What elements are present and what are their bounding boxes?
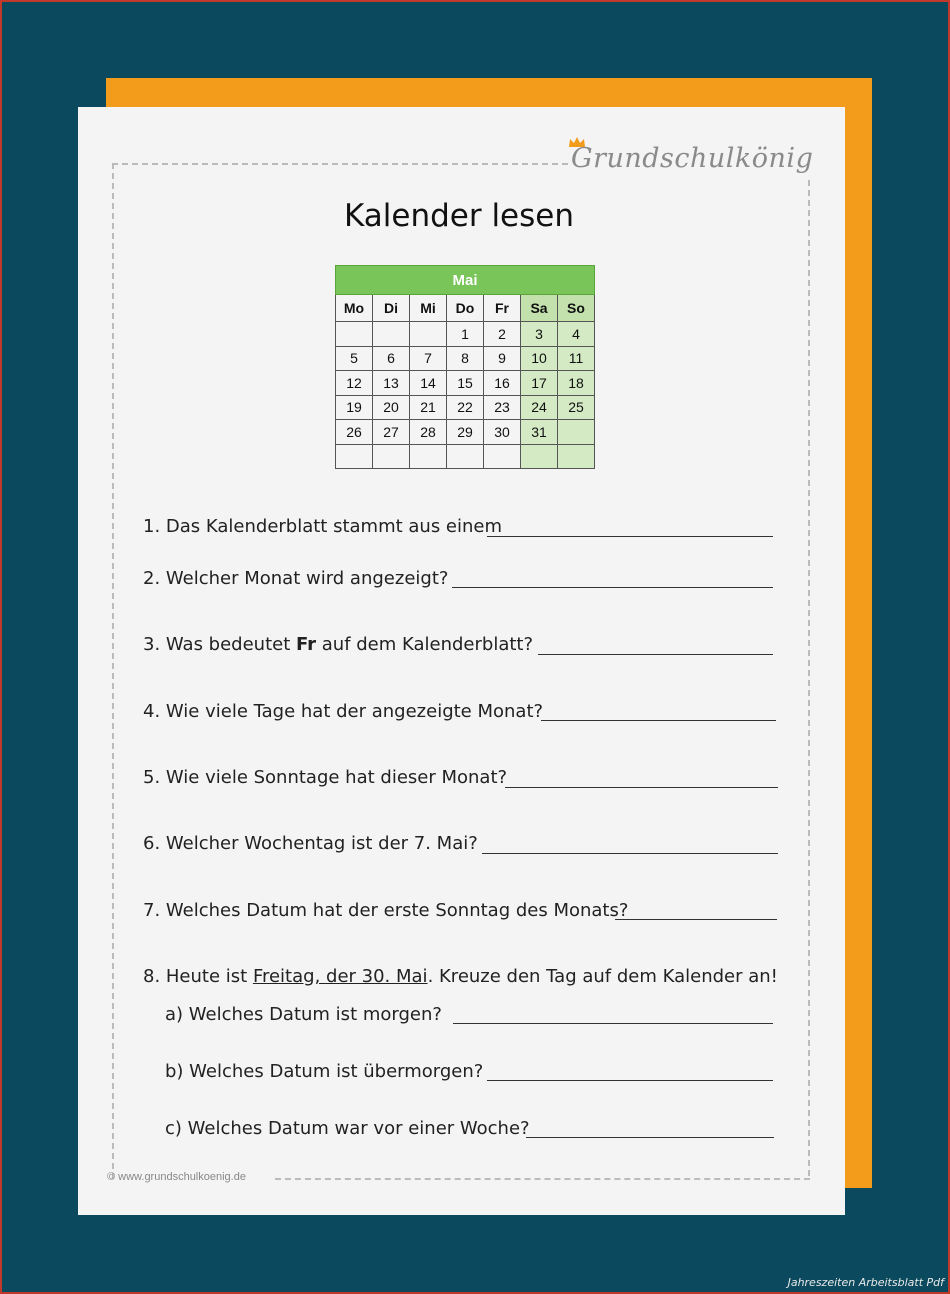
calendar-day[interactable]: 31 [521,420,558,445]
calendar-day[interactable]: 10 [521,346,558,371]
calendar-week-row [336,322,595,347]
question-8b: b) Welches Datum ist übermorgen? [165,1061,484,1082]
calendar-day[interactable]: 2 [484,322,521,347]
calendar-week-row [336,371,595,396]
calendar-day[interactable]: 19 [336,395,373,420]
question-3-text-end: auf dem Kalenderblatt? [316,634,534,655]
answer-line-8c[interactable] [526,1137,774,1138]
dashed-border-bottom [275,1178,810,1180]
calendar-day[interactable] [336,322,373,347]
calendar-week-row [336,444,595,469]
answer-line-5[interactable] [505,787,778,788]
dashed-border-top [112,163,568,165]
weekday-header: Do [447,295,484,322]
question-8c: c) Welches Datum war vor einer Woche? [165,1118,530,1139]
calendar-day[interactable]: 13 [373,371,410,396]
calendar-day[interactable]: 9 [484,346,521,371]
answer-line-3[interactable] [538,654,773,655]
weekday-header: Fr [484,295,521,322]
weekday-header: Di [373,295,410,322]
answer-line-1[interactable] [487,536,773,537]
calendar-day[interactable]: 22 [447,395,484,420]
calendar-day[interactable]: 17 [521,371,558,396]
calendar-day[interactable] [336,444,373,469]
calendar-day[interactable] [373,444,410,469]
calendar [335,265,595,469]
answer-line-8a[interactable] [453,1023,773,1024]
question-7: 7. Welches Datum hat der erste Sonntag des Monats? [143,900,629,921]
calendar-week-row [336,395,595,420]
calendar-day[interactable] [447,444,484,469]
calendar-day[interactable] [558,420,595,445]
calendar-day[interactable]: 29 [447,420,484,445]
calendar-day[interactable]: 4 [558,322,595,347]
weekday-header: So [558,295,595,322]
calendar-day[interactable]: 7 [410,346,447,371]
answer-line-6[interactable] [482,853,778,854]
weekday-header: Mo [336,295,373,322]
weekday-header: Sa [521,295,558,322]
calendar-day[interactable]: 23 [484,395,521,420]
question-4: 4. Wie viele Tage hat der angezeigte Monat? [143,701,544,722]
calendar-day[interactable]: 11 [558,346,595,371]
calendar-month: Mai [336,266,595,295]
question-3-term: Fr [296,634,317,655]
answer-line-7[interactable] [615,919,777,920]
calendar-day[interactable]: 5 [336,346,373,371]
question-6: 6. Welcher Wochentag ist der 7. Mai? [143,833,478,854]
calendar-week-row [336,346,595,371]
calendar-weekday-row [336,295,595,322]
calendar-week-row [336,420,595,445]
calendar-day[interactable]: 21 [410,395,447,420]
answer-line-8b[interactable] [487,1080,773,1081]
calendar-day[interactable]: 12 [336,371,373,396]
calendar-day[interactable]: 28 [410,420,447,445]
calendar-day[interactable] [410,444,447,469]
question-2: 2. Welcher Monat wird angezeigt? [143,568,449,589]
watermark: Jahreszeiten Arbeitsblatt Pdf [787,1276,944,1289]
calendar-day[interactable]: 6 [373,346,410,371]
calendar-day[interactable]: 20 [373,395,410,420]
question-5: 5. Wie viele Sonntage hat dieser Monat? [143,767,508,788]
worksheet-title: Kalender lesen [343,198,575,234]
calendar-day[interactable]: 24 [521,395,558,420]
weekday-header: Mi [410,295,447,322]
dashed-border-right [808,180,810,1176]
footer-copyright[interactable]: © www.grundschulkoenig.de [107,1171,246,1183]
dashed-border-left [112,163,114,1179]
calendar-day[interactable]: 16 [484,371,521,396]
question-8 [143,966,778,987]
calendar-day[interactable]: 27 [373,420,410,445]
calendar-day[interactable]: 1 [447,322,484,347]
calendar-day[interactable]: 26 [336,420,373,445]
calendar-day[interactable] [521,444,558,469]
question-3-text-start: 3. Was bedeutet [143,634,296,655]
answer-line-4[interactable] [541,720,776,721]
calendar-day[interactable]: 15 [447,371,484,396]
calendar-day[interactable]: 25 [558,395,595,420]
question-8a: a) Welches Datum ist morgen? [165,1004,442,1025]
calendar-day[interactable]: 18 [558,371,595,396]
question-8-date: Freitag, der 30. Mai [252,966,428,987]
question-8-text-end: . Kreuze den Tag auf dem Kalender an! [427,966,778,987]
calendar-day[interactable] [558,444,595,469]
question-1: 1. Das Kalenderblatt stammt aus einem [143,516,503,537]
calendar-day[interactable]: 8 [447,346,484,371]
calendar-day[interactable]: 3 [521,322,558,347]
answer-line-2[interactable] [452,587,773,588]
calendar-day[interactable] [410,322,447,347]
calendar-day[interactable] [373,322,410,347]
question-8-text-start: 8. Heute ist [143,966,253,987]
question-3 [143,634,533,655]
calendar-day[interactable] [484,444,521,469]
calendar-day[interactable]: 14 [410,371,447,396]
brand-logo: Grundschulkönig [571,143,814,174]
calendar-day[interactable]: 30 [484,420,521,445]
